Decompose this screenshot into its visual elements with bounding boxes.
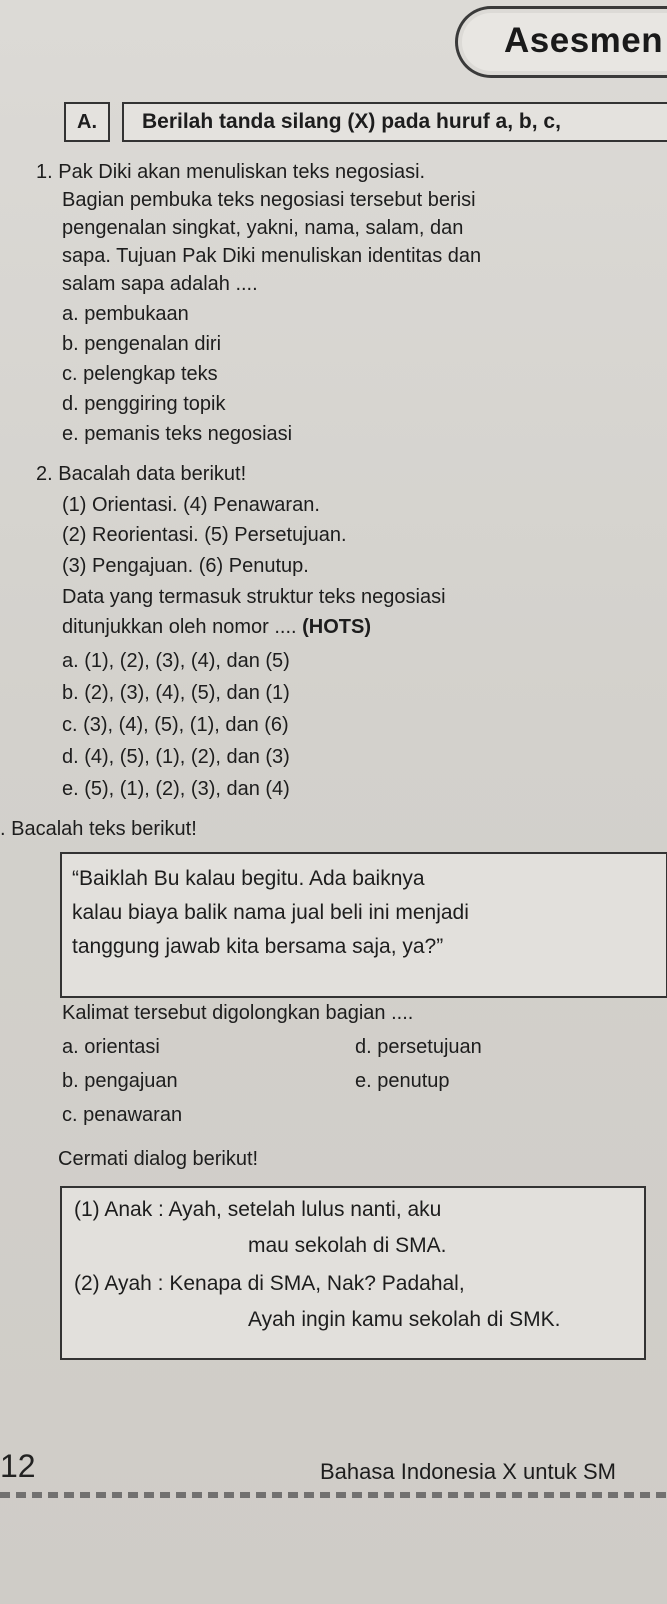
- q1-line-4: sapa. Tujuan Pak Diki menuliskan identitas dan: [62, 245, 482, 267]
- section-instruction: Berilah tanda silang (X) pada huruf a, b, c,: [122, 102, 667, 142]
- q1-option-e[interactable]: e. pemanis teks negosiasi: [62, 423, 293, 445]
- chapter-title: Asesmen: [504, 21, 664, 60]
- q2-intro: 2. Bacalah data berikut!: [36, 463, 247, 485]
- q3-option-b[interactable]: b. pengajuan: [62, 1070, 178, 1092]
- q1-option-c[interactable]: c. pelengkap teks: [62, 363, 218, 385]
- book-title: Bahasa Indonesia X untuk SM: [320, 1459, 616, 1484]
- q2-data-row-3: (3) Pengajuan. (6) Penutup.: [62, 555, 309, 577]
- q1-option-d[interactable]: d. penggiring topik: [62, 393, 226, 415]
- q1-line-5: salam sapa adalah ....: [62, 273, 258, 295]
- q4-dialog-line-2: mau sekolah di SMA.: [248, 1234, 447, 1257]
- q3-quote-line-2: kalau biaya balik nama jual beli ini menjadi: [72, 901, 469, 924]
- q2-option-c[interactable]: c. (3), (4), (5), (1), dan (6): [62, 714, 289, 736]
- q3-quote-line-3: tanggung jawab kita bersama saja, ya?”: [72, 935, 444, 958]
- q3-option-a[interactable]: a. orientasi: [62, 1036, 160, 1058]
- q1-option-a[interactable]: a. pembukaan: [62, 303, 189, 325]
- q4-dialog-line-3: (2) Ayah : Kenapa di SMA, Nak? Padahal,: [74, 1272, 465, 1295]
- q1-line-2: Bagian pembuka teks negosiasi tersebut berisi: [62, 189, 476, 211]
- hots-label: (HOTS): [302, 616, 372, 638]
- q3-quote-line-1: “Baiklah Bu kalau begitu. Ada baiknya: [72, 867, 425, 890]
- q3-option-c[interactable]: c. penawaran: [62, 1104, 183, 1126]
- q3-option-e[interactable]: e. penutup: [355, 1070, 450, 1092]
- footer-divider: [0, 1492, 667, 1498]
- q2-option-d[interactable]: d. (4), (5), (1), (2), dan (3): [62, 746, 290, 768]
- q2-stem-2-text: ditunjukkan oleh nomor ....: [62, 616, 303, 638]
- q1-option-b[interactable]: b. pengenalan diri: [62, 333, 222, 355]
- q4-intro: Cermati dialog berikut!: [58, 1148, 259, 1170]
- q2-option-b[interactable]: b. (2), (3), (4), (5), dan (1): [62, 682, 290, 704]
- page-number: 12: [0, 1448, 36, 1484]
- q1-line-3: pengenalan singkat, yakni, nama, salam, dan: [62, 217, 464, 239]
- q4-dialog-line-4: Ayah ingin kamu sekolah di SMK.: [248, 1308, 561, 1331]
- chapter-title-box: [455, 6, 667, 78]
- q1-line-1: 1. Pak Diki akan menuliskan teks negosiasi.: [36, 161, 426, 183]
- q2-stem-2: [62, 616, 371, 639]
- q2-data-row-2: (2) Reorientasi. (5) Persetujuan.: [62, 524, 347, 546]
- q3-intro: . Bacalah teks berikut!: [0, 818, 197, 840]
- q2-option-a[interactable]: a. (1), (2), (3), (4), dan (5): [62, 650, 290, 672]
- section-letter: A.: [64, 102, 110, 142]
- q4-dialog-line-1: (1) Anak : Ayah, setelah lulus nanti, aku: [74, 1198, 442, 1221]
- q2-option-e[interactable]: e. (5), (1), (2), (3), dan (4): [62, 778, 290, 800]
- q2-data-row-1: (1) Orientasi. (4) Penawaran.: [62, 494, 320, 516]
- q3-option-d[interactable]: d. persetujuan: [355, 1036, 482, 1058]
- q3-stem: Kalimat tersebut digolongkan bagian ....: [62, 1002, 414, 1024]
- q2-stem-1: Data yang termasuk struktur teks negosiasi: [62, 586, 446, 608]
